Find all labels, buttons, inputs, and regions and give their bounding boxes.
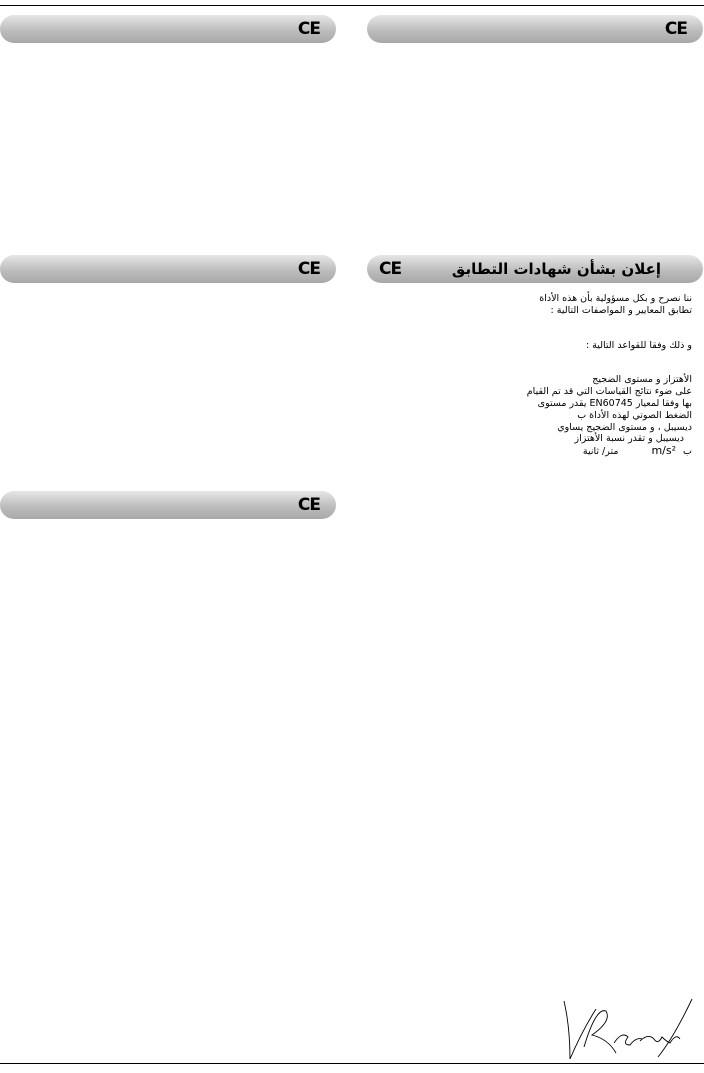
bottom-rule [0,1063,704,1064]
header-bar-lower-left [0,491,336,519]
declaration-line: تطابق المعايير و المواصفات التالية : [550,304,692,316]
standard-code: EN60745 [589,397,633,409]
declaration-text: بها وفقا لمعيار [635,397,692,409]
ce-mark-icon: CE [297,259,320,279]
header-bar-mid-left [0,255,336,283]
declaration-title: إعلان بشأن شهادات التطابق [451,260,661,278]
declaration-line: ننا نصرح و بكل مسؤولية بأن هذه الأداة [539,293,692,304]
declaration-line [352,445,692,458]
signature-icon [562,997,694,1063]
top-rule [0,5,704,6]
declaration-text: متر/ ثانية [582,446,619,458]
declaration-line: و ذلك وفقا للقواعد التالية : [585,339,692,351]
header-bar-declaration [367,255,703,283]
ce-mark-icon: CE [379,259,402,279]
header-bar-top-left [0,15,336,43]
declaration-text: ب [683,446,692,458]
declaration-text: يقدر مستوى [537,397,587,409]
ce-mark-icon: CE [664,19,687,39]
unit-label: m/s² [651,444,677,458]
declaration-line [352,398,692,410]
declaration-line: على ضوء نتائج القياسات التي قد تم القيام [526,386,692,398]
ce-mark-icon: CE [297,19,320,39]
declaration-body [352,293,692,458]
header-bar-top-right [367,15,703,43]
declaration-line: ديسيبل و تقدر نسبة الأهتزاز [574,433,684,445]
declaration-line: الأهتزاز و مستوى الضجيج [592,374,692,386]
declaration-line: الضغط الصوتي لهذه الأداة ب [577,409,692,421]
declaration-line: ديسيبل ، و مستوى الضجيج يساوي [557,421,692,433]
ce-mark-icon: CE [297,495,320,515]
